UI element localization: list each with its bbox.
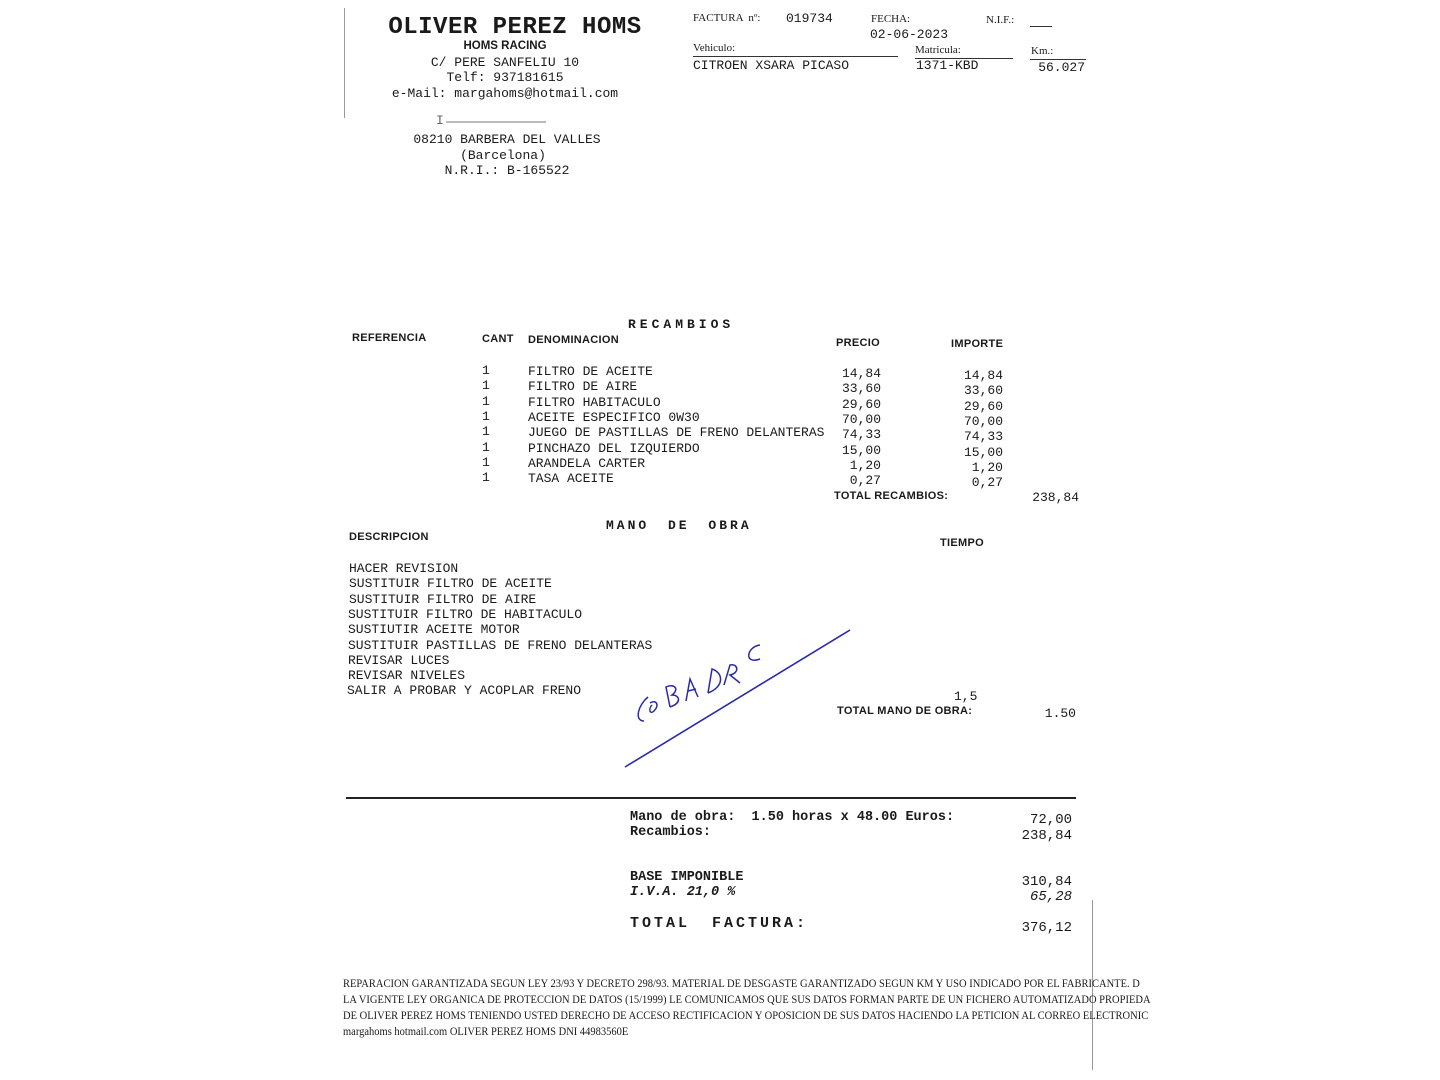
- nif-label: N.I.F.:: [986, 14, 1015, 26]
- vehiculo-value: CITROEN XSARA PICASO: [693, 58, 850, 73]
- handwritten-stroke: [620, 625, 860, 775]
- col-cant: CANT: [482, 333, 514, 345]
- recambio-denominacion: FILTRO DE ACEITE: [528, 364, 653, 379]
- recambio-denominacion: ACEITE ESPECIFICO 0W30: [528, 409, 700, 425]
- mano-obra-item: SUSTITUIR PASTILLAS DE FRENO DELANTERAS: [348, 637, 653, 653]
- recambio-precio: 15,00: [841, 442, 881, 458]
- recambio-precio: 0,27: [849, 473, 881, 489]
- company-email: e-Mail: margahoms@hotmail.com: [391, 86, 619, 101]
- factura-number: 019734: [786, 11, 833, 26]
- base-imponible-value: 310,84: [1021, 874, 1072, 890]
- mano-obra-item: SUSTITUIR FILTRO DE ACEITE: [349, 576, 552, 592]
- col-referencia: REFERENCIA: [352, 332, 427, 344]
- total-recambios-value: 238,84: [1032, 490, 1079, 505]
- nif-underline: [1030, 26, 1052, 27]
- summary-recambios-label: Recambios:: [630, 825, 712, 840]
- summary-mano-obra-value: 72,00: [1029, 812, 1072, 828]
- recambio-importe: 0,27: [971, 475, 1003, 491]
- iva-value: 65,28: [1029, 889, 1072, 905]
- recambio-precio: 70,00: [841, 411, 881, 427]
- km-value: 56.027: [1038, 60, 1085, 75]
- recambio-importe: 1,20: [971, 459, 1003, 475]
- recambio-importe: 14,84: [963, 368, 1003, 383]
- company-province: (Barcelona): [460, 148, 546, 163]
- recambio-precio: 29,60: [841, 396, 881, 412]
- col-denominacion: DENOMINACION: [528, 334, 619, 346]
- recambio-importe: 15,00: [963, 444, 1003, 460]
- col-precio: PRECIO: [836, 337, 880, 349]
- base-imponible-label: BASE IMPONIBLE: [630, 870, 744, 885]
- legal-line-1: REPARACION GARANTIZADA SEGUN LEY 23/93 Y DECRETO 298/93. MATERIAL DE DESGASTE GARANTIZADO SEGUN KM Y USO INDICADO POR EL FABRICANTE. D: [343, 978, 1140, 991]
- faded-address-line: [446, 121, 546, 123]
- recambio-cant: 1: [482, 454, 490, 470]
- company-nri: N.R.I.: B-165522: [444, 163, 570, 178]
- recambio-denominacion: FILTRO DE AIRE: [528, 379, 638, 395]
- summary-separator: [346, 797, 1076, 799]
- recambios-title: RECAMBIOS: [628, 317, 735, 332]
- company-name: OLIVER PEREZ HOMS: [388, 14, 642, 41]
- factura-label: FACTURA nº:: [693, 12, 761, 24]
- recambio-precio: 33,60: [841, 381, 881, 397]
- recambio-precio: 14,84: [841, 366, 881, 381]
- col-importe: IMPORTE: [951, 338, 1004, 350]
- recambio-denominacion: FILTRO HABITACULO: [528, 394, 661, 410]
- company-brand: HOMS RACING: [463, 40, 547, 52]
- total-recambios-label: TOTAL RECAMBIOS:: [834, 490, 949, 502]
- tiempo-value: 1,5: [954, 689, 978, 704]
- fecha-label: FECHA:: [871, 13, 911, 25]
- handwritten-cobrado: [620, 625, 860, 775]
- recambio-denominacion: JUEGO DE PASTILLAS DE FRENO DELANTERAS: [528, 425, 825, 441]
- company-line-partial: I: [436, 113, 444, 128]
- recambio-cant: 1: [482, 408, 490, 424]
- company-address: C/ PERE SANFELIU 10: [430, 55, 580, 70]
- mano-obra-item: SUSTITUIR FILTRO DE HABITACULO: [348, 606, 583, 622]
- total-factura-value: 376,12: [1021, 920, 1072, 936]
- recambio-cant: 1: [482, 470, 490, 486]
- recambio-importe: 33,60: [963, 383, 1003, 399]
- recambio-cant: 1: [482, 393, 490, 409]
- fecha-value: 02-06-2023: [870, 27, 949, 42]
- total-factura-label: TOTAL FACTURA:: [630, 915, 809, 932]
- recambio-precio: 74,33: [841, 427, 881, 443]
- mano-obra-item: REVISAR LUCES: [348, 652, 450, 668]
- vehiculo-underline: [693, 56, 898, 57]
- mano-obra-item: SUSTITUIR FILTRO DE AIRE: [349, 591, 537, 607]
- vehiculo-label: Vehiculo:: [693, 42, 736, 54]
- summary-mano-obra-label: Mano de obra: 1.50 horas x 48.00 Euros:: [630, 810, 955, 825]
- matricula-value: 1371-KBD: [916, 58, 979, 73]
- recambio-denominacion: PINCHAZO DEL IZQUIERDO: [528, 440, 700, 456]
- total-mano-obra-label: TOTAL MANO DE OBRA:: [837, 705, 973, 717]
- col-tiempo: TIEMPO: [940, 537, 984, 549]
- km-label: Km.:: [1031, 45, 1054, 57]
- recambio-importe: 29,60: [963, 398, 1003, 414]
- summary-recambios-value: 238,84: [1021, 828, 1072, 844]
- recambio-cant: 1: [482, 363, 490, 378]
- recambio-cant: 1: [482, 378, 490, 394]
- legal-line-4: margahoms hotmail.com OLIVER PEREZ HOMS DNI 44983560E: [343, 1026, 629, 1039]
- recambio-denominacion: TASA ACEITE: [528, 471, 614, 487]
- col-descripcion: DESCRIPCION: [349, 531, 429, 543]
- recambio-denominacion: ARANDELA CARTER: [528, 455, 646, 471]
- legal-line-2: LA VIGENTE LEY ORGANICA DE PROTECCION DE DATOS (15/1999) LE COMUNICAMOS QUE SUS DATOS FORMAN PARTE DE UN FICHERO AUTOMATIZADO PROPIEDA: [343, 994, 1151, 1007]
- company-city: 08210 BARBERA DEL VALLES: [413, 132, 601, 147]
- company-phone: Telf: 937181615: [446, 70, 564, 85]
- recambio-cant: 1: [482, 424, 490, 440]
- mano-obra-title: MANO DE OBRA: [606, 518, 752, 533]
- mano-obra-item: HACER REVISION: [349, 561, 459, 576]
- total-mano-obra-value: 1.50: [1044, 706, 1076, 721]
- mano-obra-item: SALIR A PROBAR Y ACOPLAR FRENO: [347, 683, 582, 699]
- recambio-importe: 70,00: [963, 413, 1003, 429]
- iva-label: I.V.A. 21,0 %: [630, 885, 736, 900]
- page-left-edge: [344, 8, 345, 118]
- legal-line-3: DE OLIVER PEREZ HOMS TENIENDO USTED DERECHO DE ACCESO RECTIFICACION Y OPOSICION DE SUS DATOS HACIENDO LA PETICION AL CORREO ELECTRONIC: [343, 1010, 1149, 1023]
- recambio-cant: 1: [482, 439, 490, 455]
- matricula-label: Matricula:: [915, 44, 961, 56]
- mano-obra-item: REVISAR NIVELES: [348, 668, 466, 684]
- recambio-importe: 74,33: [963, 429, 1003, 445]
- recambio-precio: 1,20: [849, 457, 881, 473]
- mano-obra-item: SUSTIUTIR ACEITE MOTOR: [348, 622, 520, 638]
